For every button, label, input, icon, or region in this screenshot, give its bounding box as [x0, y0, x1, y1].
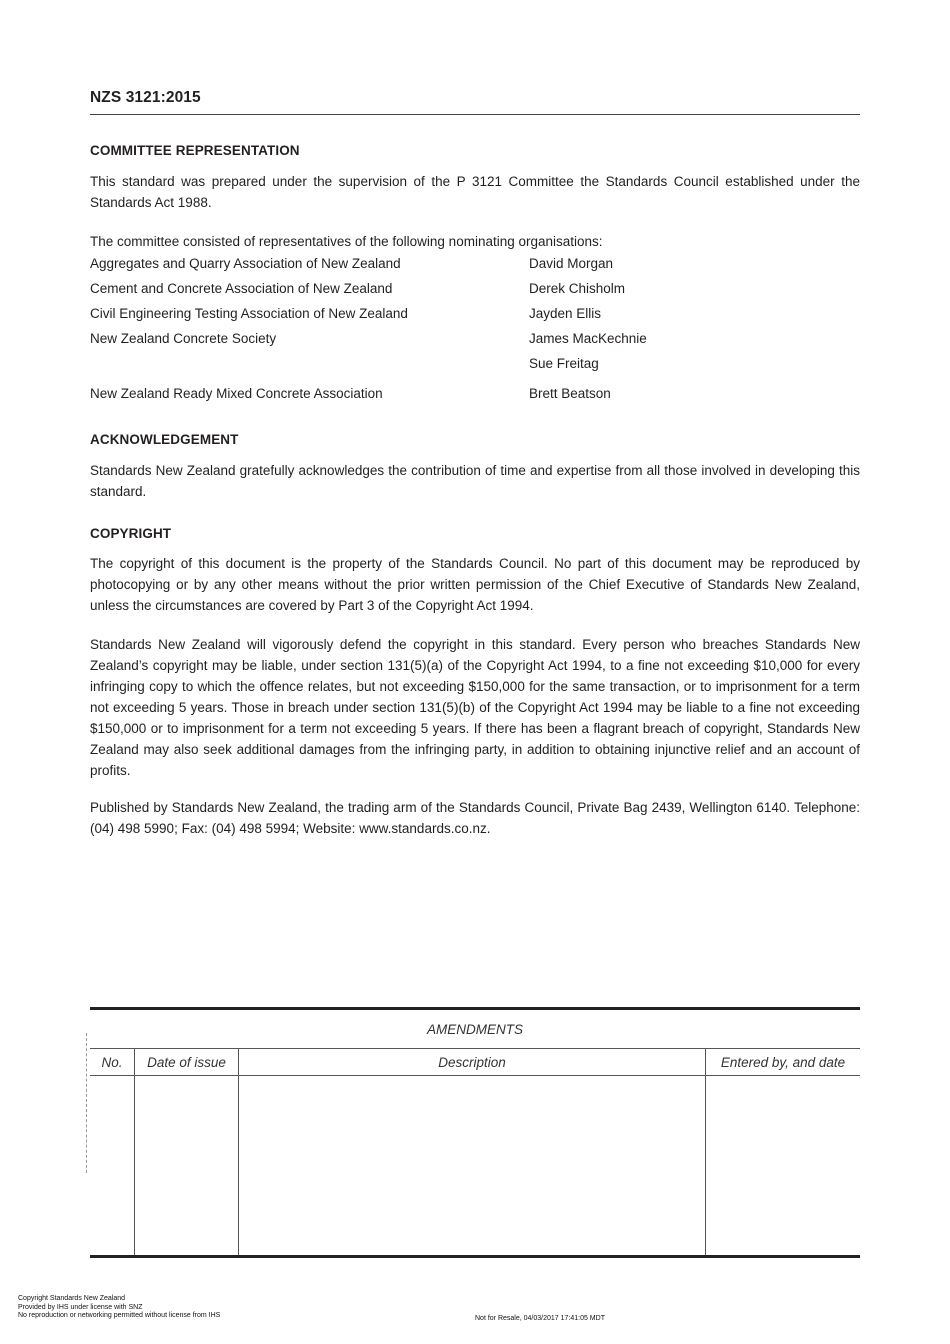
copyright-paragraph-2: Standards New Zealand will vigorously defend the copyright in this standard. Every person who breaches Standards New Zealand’s copyright may be liable, under section 131(5)(a) of the Copyright Act 1994, to a fine not exceeding $10,000 for every infringing copy to which the offence relates, but not exceeding $150,000 for the same transaction, or to imprisonment for a term not exceeding 5 years. Those in breach under section 131(5)(b) of the Copyright Act 1994 may be liable to a fine not exceeding $150,000 or to imprisonment for a term not exceeding 5 years. If there has been a flagrant breach of copyright, Standards New Zealand may also seek additional damages from the infringing party, in addition to obtaining injunctive relief and an account of profits. [90, 637, 860, 778]
committee-intro: This standard was prepared under the supervision of the P 3121 Committee the Standards Council established under the Standards Act 1988. [90, 174, 860, 210]
committee-heading: COMMITTEE REPRESENTATION [90, 143, 300, 158]
org-name: Civil Engineering Testing Association of New Zealand [90, 306, 408, 321]
org-representative: Brett Beatson [529, 386, 611, 401]
org-row [90, 306, 860, 328]
org-row [90, 256, 860, 278]
org-row [90, 356, 860, 378]
orgs-intro: The committee consisted of representatives of the following nominating organisations: [90, 234, 603, 249]
publisher-info: Published by Standards New Zealand, the trading arm of the Standards Council, Private Bag 2439, Wellington 6140. Telephone: (04) 498 5990; Fax: (04) 498 5994; Website: www.standards.co.nz. [90, 800, 860, 836]
column-header-date-of-issue: Date of issue [135, 1049, 238, 1076]
org-representative: David Morgan [529, 256, 614, 271]
acknowledgement-text: Standards New Zealand gratefully acknowledges the contribution of time and expertise from all those involved in developing this standard. [90, 463, 860, 499]
standard-id: NZS 3121:2015 [90, 89, 201, 106]
margin-dash-line [86, 1033, 87, 1173]
column-header-entered-by: Entered by, and date [706, 1049, 860, 1076]
column-divider [238, 1049, 239, 1255]
org-representative: James MacKechnie [529, 331, 647, 346]
column-divider [134, 1049, 135, 1255]
org-row [90, 331, 860, 353]
org-row [90, 281, 860, 303]
copyright-heading: COPYRIGHT [90, 526, 172, 541]
org-name: Aggregates and Quarry Association of New Zealand [90, 256, 401, 271]
page-header [90, 89, 860, 115]
footer-line: No reproduction or networking permitted without license from IHS [18, 1312, 221, 1319]
org-representative: Jayden Ellis [529, 306, 602, 321]
footer-line: Copyright Standards New Zealand [18, 1295, 126, 1302]
column-header-no: No. [90, 1049, 134, 1076]
amendments-table [90, 1007, 860, 1258]
footer-line: Provided by IHS under license with SNZ [18, 1303, 143, 1311]
org-representative: Sue Freitag [529, 356, 599, 371]
org-name: New Zealand Ready Mixed Concrete Association [90, 386, 383, 401]
org-name: New Zealand Concrete Society [90, 331, 277, 346]
footer-license [18, 1295, 220, 1321]
footer-resale-notice: Not for Resale, 04/03/2017 17:41:05 MDT [475, 1315, 605, 1322]
column-header-description: Description [239, 1049, 705, 1076]
amendments-title: AMENDMENTS [90, 1010, 860, 1049]
org-row [90, 386, 860, 408]
column-divider [705, 1049, 706, 1255]
org-name: Cement and Concrete Association of New Zealand [90, 281, 393, 296]
acknowledgement-heading: ACKNOWLEDGEMENT [90, 432, 239, 447]
org-representative: Derek Chisholm [529, 281, 626, 296]
copyright-paragraph-1: The copyright of this document is the property of the Standards Council. No part of this document may be reproduced by photocopying or by any other means without the prior written permission of the Chief Executive of Standards New Zealand, unless the circumstances are covered by Part 3 of the Copyright Act 1994. [90, 556, 860, 613]
